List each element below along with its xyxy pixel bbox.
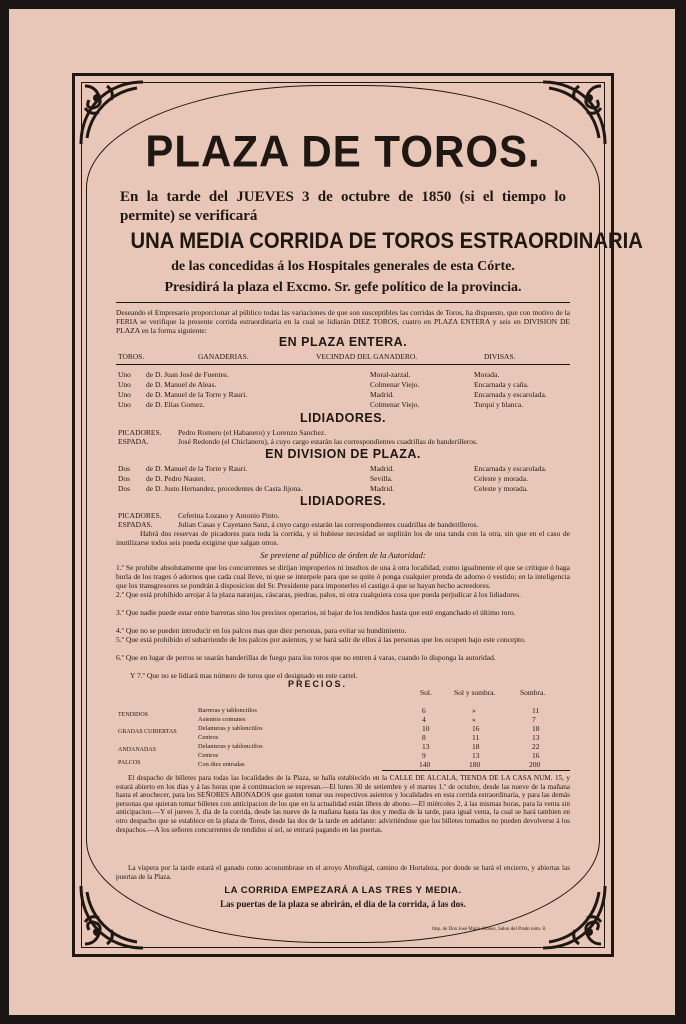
headline: UNA MEDIA CORRIDA DE TOROS ESTRAORDINARIA <box>130 228 643 253</box>
row-divisa: Encarnada y caña. <box>474 380 529 389</box>
row-vecindad: Madrid. <box>370 464 394 473</box>
row-ganaderia: de D. Juan José de Fuentes. <box>146 370 229 379</box>
col-divisas: DIVISAS. <box>484 352 516 361</box>
row-vecindad: Sevilla. <box>370 474 393 483</box>
group-tendidos: TENDIDOS <box>118 712 148 718</box>
rule-3: 3.º Que nadie puede estar entre barreras sino los precisos operarios, ni bajar de los tendidos hasta que esté enganchado el último toro. <box>116 608 516 617</box>
row-count: Dos <box>118 474 131 483</box>
row-count: Uno <box>118 390 131 399</box>
row-vecindad: Colmenar Viejo. <box>370 400 420 409</box>
start-time: LA CORRIDA EMPEZARÁ A LAS TRES Y MEDIA. <box>224 885 462 896</box>
authority-heading: Se previene al público de órden de la Autoridad: <box>260 550 426 560</box>
price-sol-sombra: 16 <box>472 724 480 733</box>
row-ganaderia: de D. Manuel de la Torre y Rauri. <box>146 464 248 473</box>
picadores-label: PICADORES. <box>118 428 162 437</box>
price-sombra: 13 <box>532 733 540 742</box>
price-label: Centros <box>198 734 219 741</box>
row-vecindad: Moral-zarzal. <box>370 370 411 379</box>
group-andanadas: ANDANADAS <box>118 747 157 753</box>
price-sol-sombra: » <box>472 715 476 724</box>
row-vecindad: Madrid. <box>370 390 394 399</box>
page-title: PLAZA DE TOROS. <box>145 126 541 177</box>
lidiadores-heading-2: LIDIADORES. <box>299 494 387 508</box>
row-ganaderia: de D. Elias Gomez. <box>146 400 205 409</box>
espadas-label: ESPADAS. <box>118 520 153 529</box>
price-sombra: 200 <box>529 760 541 769</box>
picadores-label-2: PICADORES. <box>118 511 162 520</box>
price-label: Asientos comunes <box>198 716 246 723</box>
row-ganaderia: de D. Justo Hernandez, procedentes de Casta Jijona. <box>146 484 303 493</box>
price-sol: 9 <box>422 751 426 760</box>
row-vecindad: Madrid. <box>370 484 394 493</box>
row-count: Uno <box>118 380 131 389</box>
row-ganaderia: de D. Pedro Nautet. <box>146 474 206 483</box>
price-sol: 4 <box>422 715 426 724</box>
rule-7: Y 7.º Que no se lidiará mas número de toros que el designado en este cartel. <box>130 671 358 680</box>
rule-2: 2.º Que está prohibido arrojar á la plaza naranjas, cáscaras, piedras, palos, ni otra cualquiera cosa que pueda perjudicar á los lidiadores. <box>116 590 521 599</box>
price-sol: 140 <box>419 760 431 769</box>
row-divisa: Turquí y blanca. <box>474 400 524 409</box>
price-sol: 13 <box>422 742 430 751</box>
picadores-names-2: Ceferina Lozano y Antonio Pinto. <box>178 511 280 520</box>
price-label: Barreras y tablonciilos <box>198 707 257 714</box>
row-ganaderia: de D. Manuel de la Torre y Rauri. <box>146 390 248 399</box>
row-divisa: Celeste y morada. <box>474 484 528 493</box>
lidiadores-heading: LIDIADORES. <box>299 411 387 425</box>
row-count: Uno <box>118 400 131 409</box>
row-divisa: Celeste y morada. <box>474 474 528 483</box>
subtitle: de las concedidas á los Hospitales generales de esta Córte. <box>171 259 515 274</box>
col-toros: TOROS. <box>118 352 145 361</box>
price-sol: 10 <box>422 724 430 733</box>
row-count: Dos <box>118 484 131 493</box>
group-gradas: GRADAS CUBIERTAS <box>118 729 177 735</box>
price-sol: 8 <box>422 733 426 742</box>
divider <box>116 364 570 365</box>
presidency: Presidirá la plaza el Excmo. Sr. gefe político de la provincia. <box>164 280 522 295</box>
precios-heading: PRECIOS. <box>288 679 348 689</box>
espada-names: José Redondo (el Chiclanero), á cuyo cargo estarán las correspondientes cuadrillas de banderilleros. <box>178 437 478 446</box>
price-sombra: 16 <box>532 751 540 760</box>
vispera-text: La víspera por la tarde estará el ganado como acostumbrase en el arroyo Abroñigal, camino de Hortaleza, por donde se hará el encierro, y abiertas las puertas de la Plaza. <box>116 864 570 881</box>
price-sol: 6 <box>422 706 426 715</box>
despacho-text: El despacho de billetes para todas las localidades de la Plaza, se halla establecido en la CALLE DE ALCALA, TIENDA DE LA CASA NUM. 15, y estará abierto en los dias y á las horas que á continuacion se espresan.—El lunes 30 de setiembre y el martes 1.º de octubre, desde las nueve de la mañana hasta el anochecer, para los SEÑORES ABONADOS que gusten tomar sus respectivos asientos y localidades en esta corrida estraordinaria, y para las demás personas que quieran tomar billetes con anticipacion de los que en la actualidad están libres de abono.—El miércoles 2, á las mismas horas, para la venta sin anticipacion.—Y el jueves 3, dia de la corrida, desde las nueve de la mañana hasta las dos y media de la tarde, para igual venta, la cual se hará tambien en otro despacho que se establece en la plaza de Toros, desde las dos de la tarde en adelante: advirtiéndose que los billetes tomados no pueden devolverse á los despachos.—A los señores concurrentes de tendidos sí sel, se entrará pagando en las puertas. <box>116 774 570 834</box>
doors-time: Las puertas de la plaza se abrirán, el dia de la corrida, á las dos. <box>220 899 466 909</box>
col-sombra: Sombra. <box>520 688 546 697</box>
notice-text: Deseando el Empresario proporcionar al público todas las variaciones de que son susceptibles las corridas de Toros, ha dispuesto, que con motivo de la FERIA se verifique la presente corrida estraordinaria en la cual se lidiarán DIEZ TOROS, cuatro en PLAZA ENTERA y seis en DIVISION DE PLAZA en la forma siguiente: <box>116 308 570 335</box>
divider <box>382 770 570 771</box>
printer-imprint: Imp. de Don José María Alonso, Salon del Prado núm. 8. <box>432 927 547 932</box>
row-divisa: Encarnada y escarolada. <box>474 390 547 399</box>
row-count: Dos <box>118 464 131 473</box>
col-ganaderias: GANADERIAS. <box>198 352 249 361</box>
picadores-names: Pedro Romero (el Habanero) y Lorenzo Sanchez. <box>178 428 327 437</box>
rule-4: 4.º Que no se pueden introducir en los palcos mas que diez personas, para evitar su hundimiento. <box>116 626 407 635</box>
price-label: Centros <box>198 752 219 759</box>
rule-1: 1.º Se prohibe absolutamente que los concurrentes se dirijan improperios ni insultos de una á otra localidad, como igualmente el que se critique ó haga burla de los trages ó adornos que cada cual lleve, ni que se interpele para que se quite ó ponga cualquier prenda de adorno ó vestido; en la inteligencia que los transgresores se pondrán á disposicion del Sr. Presidente para imponerles el castigo á que se hayan hecho acreedores. <box>116 563 570 590</box>
price-sombra: 22 <box>532 742 540 751</box>
espada-label: ESPADA. <box>118 437 149 446</box>
price-sol-sombra: 18 <box>472 742 480 751</box>
rule-5: 5.º Que está prohibido el subarriendo de los palcos por asientos, y se hará salir de ellos á las personas que los ocupen bajo este concepto. <box>116 635 526 644</box>
row-count: Uno <box>118 370 131 379</box>
col-sol-sombra: Sol y sombra. <box>454 688 496 697</box>
price-label: Con diez entradas <box>198 761 245 768</box>
section-heading-division: EN DIVISION DE PLAZA. <box>265 447 421 461</box>
row-divisa: Morada. <box>474 370 500 379</box>
group-palcos: PALCOS <box>118 760 141 766</box>
intro-text: En la tarde del JUEVES 3 de octubre de 1850 (si el tiempo lo permite) se verificará <box>120 189 566 224</box>
price-sol-sombra: 11 <box>472 733 480 742</box>
price-sol-sombra: 13 <box>472 751 480 760</box>
rule-6: 6.º Que en lugar de perros se usarán banderillas de fuego para los toros que no entren á varas, cuando lo disponga la autoridad. <box>116 653 496 662</box>
espadas-names: Julian Casas y Cayetano Sanz, á cuyo cargo estarán las correspondientes cuadrillas de banderilleros. <box>178 520 479 529</box>
section-heading-plaza-entera: EN PLAZA ENTERA. <box>278 335 408 349</box>
reserve-text: Habrá dos reservas de picadores para toda la corrida, y si hubiese necesidad se suplirán los de una tanda con la otra, sin que en el caso de inutilizarse todos seis pueda exigirse que salgan otros. <box>116 529 570 547</box>
price-sombra: 7 <box>532 715 536 724</box>
row-divisa: Encarnada y escarolada. <box>474 464 547 473</box>
row-ganaderia: de D. Manuel de Aleas. <box>146 380 217 389</box>
divider <box>116 302 570 303</box>
price-sol-sombra: » <box>472 706 476 715</box>
row-vecindad: Colmenar Viejo. <box>370 380 420 389</box>
price-label: Delanteras y tablonciilos <box>198 725 263 732</box>
price-sombra: 11 <box>532 706 540 715</box>
price-sol-sombra: 180 <box>469 760 481 769</box>
price-sombra: 18 <box>532 724 540 733</box>
col-vecindad: VECINDAD DEL GANADERO. <box>316 352 418 361</box>
col-sol: Sol. <box>420 688 432 697</box>
price-label: Delanteras y tablonciilos <box>198 743 263 750</box>
